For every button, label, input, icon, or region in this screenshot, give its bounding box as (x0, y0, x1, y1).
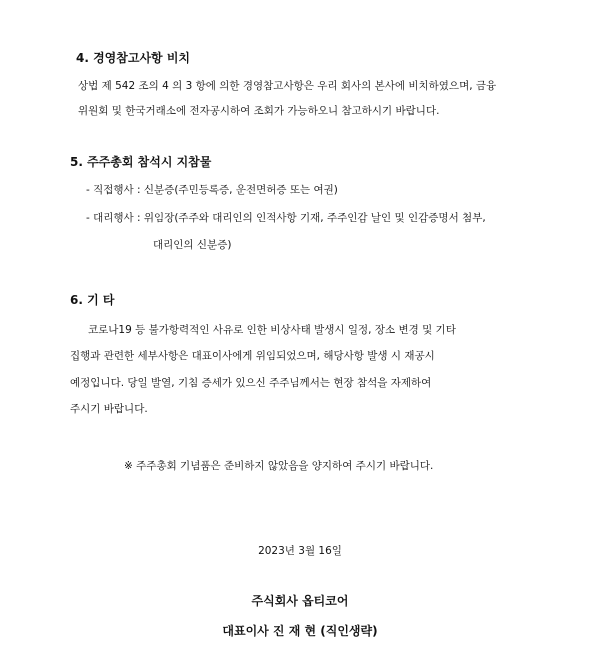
section-5-item-proxy-continued: 대리인의 신분증) (153, 239, 232, 251)
document-date: 2023년 3월 16일 (258, 545, 342, 557)
ceo-signature-line: 대표이사 진 재 현 (직인생략) (222, 624, 378, 638)
section-4-line-1: 상법 제 542 조의 4 의 3 항에 의한 경영참고사항은 우리 회사의 본사에 비치하였으며, 금융 (78, 80, 497, 92)
section-6-line-1: 코로나19 등 불가항력적인 사유로 인한 비상사태 발생시 일정, 장소 변경 및 기타 (88, 324, 456, 336)
section-5-item-proxy: - 대리행사 : 위임장(주주와 대리인의 인적사항 기재, 주주인감 날인 및 인감증명서 첨부, (86, 212, 486, 224)
section-6-title: 6. 기 타 (70, 293, 115, 307)
section-6-line-2: 집행과 관련한 세부사항은 대표이사에게 위임되었으며, 해당사항 발생 시 재공시 (70, 350, 435, 362)
souvenir-notice: ※ 주주총회 기념품은 준비하지 않았음을 양지하여 주시기 바랍니다. (124, 460, 434, 472)
section-4-title: 4. 경영참고사항 비치 (76, 51, 191, 65)
section-4-line-2: 위원회 및 한국거래소에 전자공시하여 조회가 가능하오니 참고하시기 바랍니다. (78, 105, 440, 117)
section-6-line-3: 예정입니다. 당일 발열, 기침 증세가 있으신 주주님께서는 현장 참석을 자제하여 (70, 377, 432, 389)
section-5-title: 5. 주주총회 참석시 지참물 (70, 155, 212, 169)
section-6-line-4: 주시기 바랍니다. (70, 403, 148, 415)
company-name: 주식회사 옵티코어 (251, 594, 349, 608)
section-5-item-direct: - 직접행사 : 신분증(주민등록증, 운전면허증 또는 여권) (86, 184, 338, 196)
